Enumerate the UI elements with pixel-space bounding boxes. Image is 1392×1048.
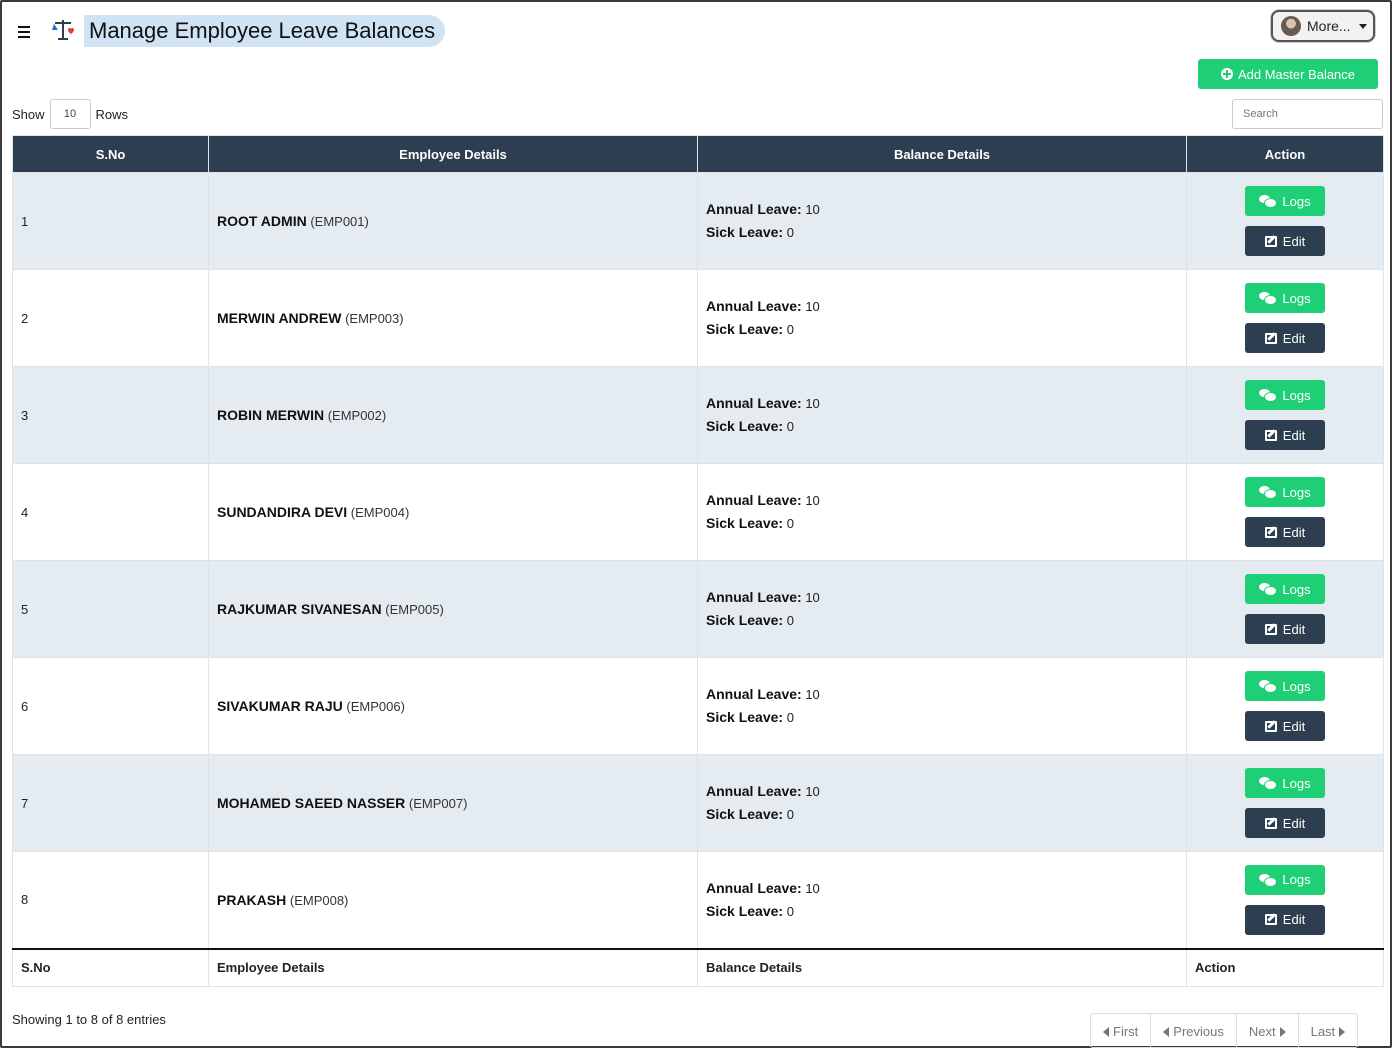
balance-details-cell	[698, 173, 1187, 270]
sick-leave-value: 0	[786, 613, 794, 628]
employee-details-cell	[209, 270, 698, 367]
balance-details-cell	[698, 464, 1187, 561]
row-sno: 4	[13, 464, 209, 561]
table-row	[13, 367, 1384, 464]
action-cell	[1187, 755, 1384, 852]
balance-details-cell	[698, 755, 1187, 852]
first-page-button[interactable]	[1091, 1014, 1151, 1048]
table-row	[13, 658, 1384, 755]
sick-leave-label: Sick Leave:	[706, 612, 784, 628]
chat-icon	[1259, 680, 1276, 692]
employee-code: (EMP004)	[350, 505, 410, 520]
employee-details-cell	[209, 658, 698, 755]
employee-name: RAJKUMAR SIVANESAN	[217, 601, 382, 617]
double-chevron-left-icon	[1103, 1027, 1109, 1037]
logs-button[interactable]	[1245, 574, 1325, 604]
edit-label: Edit	[1282, 330, 1306, 346]
pagination	[1090, 1013, 1358, 1048]
annual-leave-value: 10	[805, 687, 820, 702]
more-menu-button[interactable]	[1271, 10, 1375, 42]
employee-code: (EMP005)	[385, 602, 444, 617]
chevron-right-icon	[1280, 1027, 1286, 1037]
sick-leave-label: Sick Leave:	[706, 806, 784, 822]
search-input[interactable]	[1232, 99, 1383, 129]
sick-leave-label: Sick Leave:	[706, 709, 784, 725]
balance-details-cell	[698, 561, 1187, 658]
logs-label: Logs	[1282, 290, 1311, 306]
app-logo	[50, 17, 76, 43]
footer-sno: S.No	[13, 949, 209, 987]
chevron-left-icon	[1163, 1027, 1169, 1037]
logs-label: Logs	[1282, 775, 1311, 791]
first-label: First	[1113, 1024, 1139, 1039]
annual-leave-label: Annual Leave:	[706, 783, 802, 799]
logs-label: Logs	[1282, 678, 1311, 694]
logs-button[interactable]	[1245, 283, 1325, 313]
action-cell	[1187, 367, 1384, 464]
table-row	[13, 852, 1384, 949]
footer-balance: Balance Details	[698, 949, 1187, 987]
table-row	[13, 173, 1384, 270]
edit-icon	[1265, 721, 1277, 732]
logs-label: Logs	[1282, 193, 1311, 209]
menu-icon[interactable]	[12, 22, 36, 42]
edit-button[interactable]	[1245, 226, 1325, 256]
employee-name: PRAKASH	[217, 891, 287, 908]
previous-label: Previous	[1173, 1024, 1224, 1039]
column-header-balance[interactable]: Balance Details	[698, 136, 1187, 173]
add-master-balance-button[interactable]	[1198, 59, 1378, 89]
chat-icon	[1259, 486, 1276, 498]
employee-details-cell	[209, 173, 698, 270]
logs-button[interactable]	[1245, 380, 1325, 410]
table-row	[13, 270, 1384, 367]
action-cell	[1187, 270, 1384, 367]
logs-button[interactable]	[1245, 186, 1325, 216]
sick-leave-value: 0	[786, 225, 794, 240]
edit-button[interactable]	[1245, 905, 1325, 935]
action-cell	[1187, 173, 1384, 270]
edit-icon	[1265, 527, 1277, 538]
page-title: Manage Employee Leave Balances	[84, 15, 445, 47]
logs-button[interactable]	[1245, 768, 1325, 798]
balance-details-cell	[698, 658, 1187, 755]
edit-label: Edit	[1282, 912, 1306, 928]
table-row	[13, 464, 1384, 561]
sick-leave-value: 0	[786, 322, 794, 337]
annual-leave-value: 10	[805, 299, 820, 314]
edit-icon	[1265, 914, 1277, 925]
row-sno: 7	[13, 755, 209, 852]
next-page-button[interactable]	[1237, 1014, 1299, 1048]
logs-label: Logs	[1282, 484, 1311, 500]
edit-label: Edit	[1282, 621, 1306, 637]
annual-leave-value: 10	[805, 493, 820, 508]
chat-icon	[1259, 195, 1276, 207]
row-sno: 2	[13, 270, 209, 367]
employee-details-cell	[209, 464, 698, 561]
sick-leave-value: 0	[786, 710, 794, 725]
table-row	[13, 561, 1384, 658]
row-sno: 5	[13, 561, 209, 658]
double-chevron-right-icon	[1339, 1027, 1345, 1037]
edit-button[interactable]	[1245, 420, 1325, 450]
employee-name: MERWIN ANDREW	[217, 310, 342, 326]
annual-leave-value: 10	[805, 784, 820, 799]
logs-button[interactable]	[1245, 671, 1325, 701]
sick-leave-value: 0	[786, 807, 794, 822]
action-cell	[1187, 464, 1384, 561]
row-sno: 1	[13, 173, 209, 270]
column-header-sno[interactable]: S.No	[13, 136, 209, 173]
annual-leave-value: 10	[805, 880, 820, 896]
chat-icon	[1259, 583, 1276, 595]
chat-icon	[1259, 777, 1276, 789]
edit-button[interactable]	[1245, 323, 1325, 353]
row-sno: 6	[13, 658, 209, 755]
sick-leave-label: Sick Leave:	[706, 321, 784, 337]
annual-leave-label: Annual Leave:	[706, 395, 802, 411]
annual-leave-label: Annual Leave:	[706, 686, 802, 702]
edit-icon	[1265, 236, 1277, 247]
sick-leave-value: 0	[786, 419, 794, 434]
employee-name: ROBIN MERWIN	[217, 407, 325, 423]
last-label: Last	[1310, 1024, 1336, 1039]
add-button-label: Add Master Balance	[1237, 66, 1356, 82]
employee-details-cell	[209, 561, 698, 658]
row-sno: 8	[13, 852, 209, 949]
table-row	[13, 755, 1384, 852]
chat-icon	[1259, 389, 1276, 401]
employee-details-cell	[209, 852, 698, 949]
chat-icon	[1259, 874, 1276, 886]
sick-leave-label: Sick Leave:	[706, 902, 784, 919]
annual-leave-value: 10	[805, 202, 820, 217]
edit-icon	[1265, 818, 1277, 829]
employee-code: (EMP001)	[310, 214, 369, 229]
action-cell	[1187, 561, 1384, 658]
logs-label: Logs	[1282, 581, 1311, 597]
footer-action: Action	[1187, 949, 1384, 987]
table-header-row	[13, 136, 1384, 173]
column-header-action[interactable]: Action	[1187, 136, 1384, 173]
plus-circle-icon	[1221, 68, 1233, 80]
action-cell	[1187, 658, 1384, 755]
employee-name: SIVAKUMAR RAJU	[217, 698, 343, 714]
action-cell	[1187, 852, 1384, 949]
chevron-down-icon	[1359, 24, 1367, 29]
edit-icon	[1265, 624, 1277, 635]
balance-details-cell	[698, 367, 1187, 464]
logs-label: Logs	[1282, 387, 1311, 403]
show-label: Show	[12, 106, 45, 122]
annual-leave-label: Annual Leave:	[706, 298, 802, 314]
next-label: Next	[1248, 1024, 1276, 1039]
edit-button[interactable]	[1245, 614, 1325, 644]
edit-label: Edit	[1282, 427, 1306, 443]
employee-code: (EMP006)	[346, 699, 405, 714]
row-sno: 3	[13, 367, 209, 464]
entries-info: Showing 1 to 8 of 8 entries	[12, 1012, 166, 1027]
sick-leave-value: 0	[786, 903, 794, 919]
edit-label: Edit	[1282, 815, 1306, 831]
avatar	[1281, 16, 1301, 36]
edit-icon	[1265, 430, 1277, 441]
employee-details-cell	[209, 367, 698, 464]
previous-page-button[interactable]	[1151, 1014, 1237, 1048]
edit-label: Edit	[1282, 524, 1306, 540]
last-page-button[interactable]	[1299, 1014, 1358, 1048]
edit-label: Edit	[1282, 718, 1306, 734]
sick-leave-label: Sick Leave:	[706, 418, 784, 434]
chat-icon	[1259, 292, 1276, 304]
more-label: More...	[1307, 18, 1351, 34]
sick-leave-label: Sick Leave:	[706, 515, 784, 531]
employee-name: SUNDANDIRA DEVI	[217, 504, 348, 520]
leave-balance-table	[12, 135, 1384, 987]
employee-code: (EMP002)	[327, 408, 387, 423]
annual-leave-label: Annual Leave:	[706, 879, 802, 896]
balance-details-cell	[698, 270, 1187, 367]
annual-leave-label: Annual Leave:	[706, 201, 802, 217]
logs-label: Logs	[1282, 872, 1311, 888]
edit-label: Edit	[1282, 233, 1306, 249]
edit-button[interactable]	[1245, 711, 1325, 741]
edit-icon	[1265, 333, 1277, 344]
annual-leave-label: Annual Leave:	[706, 589, 802, 605]
column-header-employee[interactable]: Employee Details	[209, 136, 698, 173]
employee-code: (EMP008)	[289, 892, 349, 908]
logs-button[interactable]	[1245, 477, 1325, 507]
sick-leave-label: Sick Leave:	[706, 224, 784, 240]
employee-code: (EMP003)	[345, 311, 404, 326]
edit-button[interactable]	[1245, 808, 1325, 838]
employee-details-cell	[209, 755, 698, 852]
employee-name: MOHAMED SAEED NASSER	[217, 795, 406, 811]
edit-button[interactable]	[1245, 517, 1325, 547]
employee-name: ROOT ADMIN	[217, 213, 307, 229]
rows-per-page-input[interactable]: 10	[50, 99, 91, 129]
rows-per-page-control	[12, 99, 128, 129]
rows-label: Rows	[95, 106, 129, 122]
annual-leave-label: Annual Leave:	[706, 492, 802, 508]
annual-leave-value: 10	[805, 590, 820, 605]
annual-leave-value: 10	[805, 396, 820, 411]
table-footer-row	[13, 949, 1384, 987]
sick-leave-value: 0	[786, 516, 794, 531]
footer-employee: Employee Details	[209, 949, 698, 987]
employee-code: (EMP007)	[408, 796, 468, 811]
logs-button[interactable]	[1245, 865, 1325, 895]
balance-details-cell	[698, 852, 1187, 949]
